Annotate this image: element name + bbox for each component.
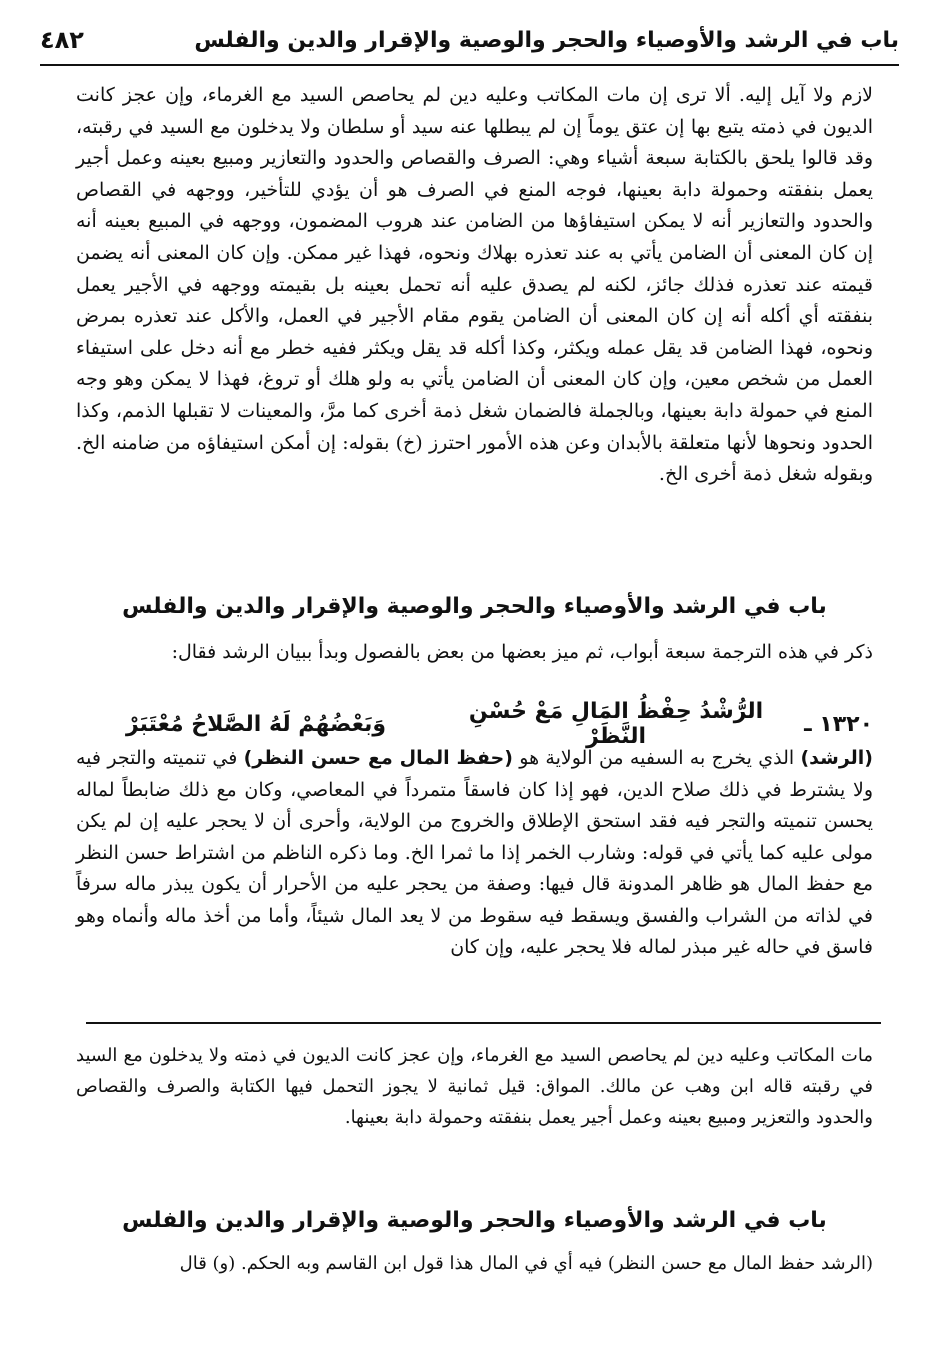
verse-first-hemistich: الرُّشْدُ حِفْظُ المَالِ مَعْ حُسْنِ النَّظَرْ (468, 699, 764, 749)
commentary-text: في تنميته والتجر فيه ولا يشترط في ذلك صلاح الدين، فهو إذا كان فاسقاً متمرداً في المعاصي، وكان مع ذلك ضابطاً لماله يحسن تنميته والتجر فيه فقد استحق الإطلاق والخروج من الولاية، وأحرى أن لا يحجر عليه إن لم يكن مولى عليه كما يأتي في قوله: وشارب الخمر إذا ما ثمرا الخ. وما ذكره الناظم من اشتراط حسن النظر مع حفظ المال هو ظاهر المدونة قال فيها: وصفة من يحجر عليه من الأحرار أن يكون يبذر ماله سرفاً في لذاته من الشراب والفسق ويسقط فيه سقوط من لا يعد المال شيئاً، وأما من أخذ ماله وأنماه وهو فاسق في حاله غير مبذر لماله فلا يحجر عليه، وإن كان (76, 747, 873, 958)
page-number: ٤٨٢ (40, 26, 84, 54)
verse-commentary (76, 743, 873, 964)
header-rule (40, 64, 899, 66)
verse-number: ١٣٢٠ ـ (804, 711, 873, 737)
keyword-rushd: (الرشد) (800, 747, 873, 769)
chapter-heading: باب في الرشد والأوصياء والحجر والوصية والإقرار والدين والفلس (122, 594, 827, 619)
page-header (40, 18, 899, 62)
chapter-intro: ذكر في هذه الترجمة سبعة أبواب، ثم ميز بعضها من بعض بالفصول وبدأ ببيان الرشد فقال: (171, 641, 873, 663)
commentary-paragraph: لازم ولا آيل إليه. ألا ترى إن مات المكاتب وعليه دين لم يحاصص السيد مع الغرماء، وإن عجز كانت الديون في ذمته يتبع بها إن عتق يوماً إن لم يبطلها عنه سيد أو سلطان ولا يدخلون مع السيد في رقبته، وقد قالوا يلحق بالكتابة سبعة أشياء وهي: الصرف والقصاص والحدود والتعازير ومبيع بعينه وعمل أجير يعمل بنفقته وحمولة دابة بعينها، فوجه المنع في الصرف هو أن يؤدي للتأخير، ووجهه في القصاص والحدود والتعازير أنه لا يمكن استيفاؤها من الضامن عند هروب المضمون، ووجهه في المبيع بعينه أنه إن كان المعنى أن الضامن يأتي به عند تعذره بهلاك ونحوه، فهذا غير ممكن. وإن كان المعنى أنه يضمن قيمته عند تعذره فذلك جائز، لكنه لم يصدق عليه أنه تحمل بعينه بل بقيمته ووجهه في الأجير يعمل بنفقته أي أكله أنه إن كان المعنى أن الضامن يقوم مقام الأجير في العمل، والأكل عند تعذره بمرض ونحوه، فهذا الضامن قد يقل عمله ويكثر، وكذا أكله قد يقل ويكثر ففيه خطر مع أنه دخل على استيفاء العمل من شخص معين، وإن كان المعنى أن الضامن يأتي به ولو هلك أو تروغ، فهذا لا يمكن وهو وجه المنع في حمولة دابة بعينها، وبالجملة فالضمان شغل ذمة أخرى كما مرَّ، والمعينات لا تقبلها الذمم، وكذا الحدود ونحوها لأنها متعلقة بالأبدان وعن هذه الأمور احترز (خ) بقوله: إن أمكن استيفاؤه من ضامنه الخ. وبقوله شغل ذمة أخرى الخ. (76, 84, 873, 486)
footnote-text: (الرشد حفظ المال مع حسن النظر) فيه أي في المال هذا قول ابن القاسم وبه الحكم. (و) قال (179, 1253, 873, 1274)
verse-second-hemistich: وَبَعْضُهُمْ لَهُ الصَّلاحُ مُعْتَبَرْ (125, 711, 387, 737)
keyword-definition: (حفظ المال مع حسن النظر) (243, 747, 513, 769)
commentary-text: الذي يخرج به السفيه من الولاية هو (512, 747, 801, 769)
footnote-heading: باب في الرشد والأوصياء والحجر والوصية والإقرار والدين والفلس (122, 1208, 827, 1233)
poem-verse (76, 699, 873, 749)
footnote-text: مات المكاتب وعليه دين لم يحاصص السيد مع الغرماء، وإن عجز كانت الديون في ذمته ولا يدخلون مع السيد في رقبته قاله ابن وهب عن مالك. المواق: قيل ثمانية لا يجوز التحمل فيها الكتابة والصرف والقصاص والحدود والتعزير ومبيع بعينه وعمل أجير يعمل بنفقته وحمولة دابة بعينها. (76, 1045, 873, 1128)
footnote-rule (86, 1022, 881, 1024)
running-title: باب في الرشد والأوصياء والحجر والوصية والإقرار والدين والفلس (194, 27, 899, 53)
